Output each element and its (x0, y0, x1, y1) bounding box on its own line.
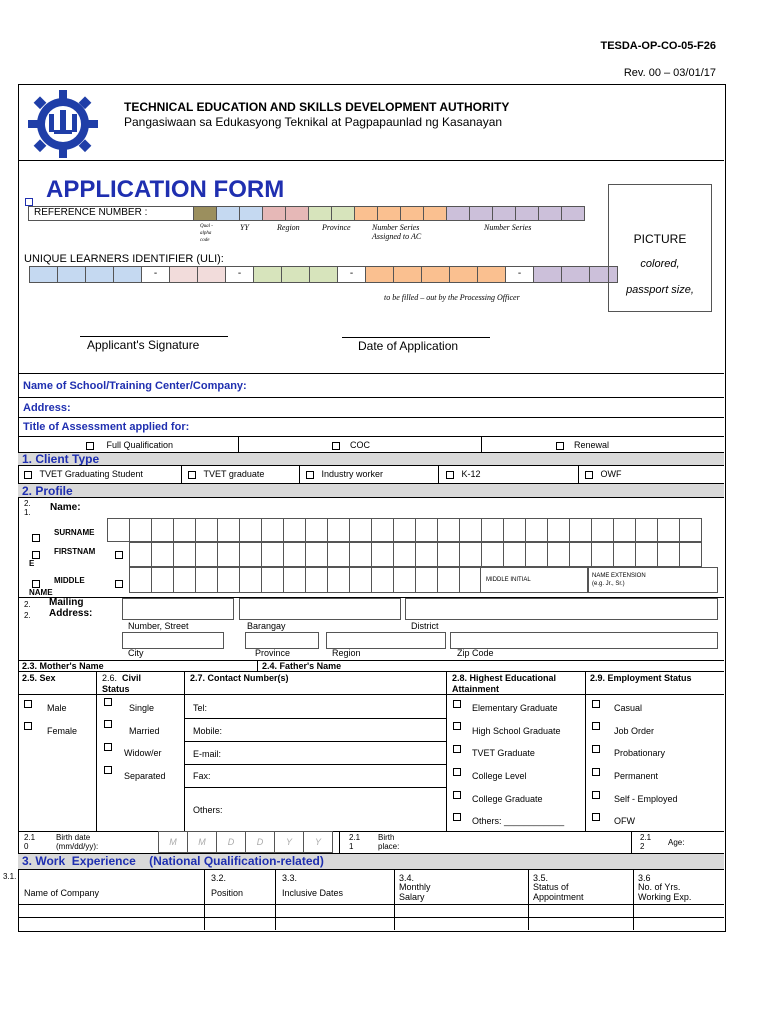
divider (438, 465, 439, 483)
profile-band (18, 483, 724, 497)
surname-cell[interactable] (349, 518, 372, 542)
work-col4-number: 3.4. (399, 873, 415, 883)
emp-self-employed-label: Self - Employed (614, 794, 678, 804)
reference-cell[interactable] (331, 206, 355, 221)
surname-cell[interactable] (261, 518, 284, 542)
date-line (342, 337, 490, 338)
opt-coc[interactable] (332, 440, 370, 450)
label: TVET graduate (203, 469, 265, 479)
client-industry-worker[interactable] (306, 469, 383, 479)
ref-seg-province: Province (322, 223, 351, 232)
name-number: 2. 1. (24, 499, 31, 517)
father-name-label: 2.4. Father's Name (262, 661, 342, 671)
tesda-gear-logo-icon (24, 88, 102, 165)
birthplace-number: 2.1 1 (349, 833, 361, 851)
firstname-cell[interactable] (591, 542, 614, 567)
middlename-cell[interactable] (239, 567, 262, 593)
emp-ofw-checkbox[interactable] (592, 813, 600, 821)
city-label: City (128, 648, 144, 658)
divider (184, 718, 446, 719)
surname-cell[interactable] (591, 518, 614, 542)
divider (181, 465, 182, 483)
reference-cell[interactable] (515, 206, 539, 221)
sex-male-label: Male (47, 703, 67, 713)
work-col-appointment: Status of Appointment (533, 882, 584, 902)
work-col3-number: 3.3. (282, 873, 298, 883)
signature-line (80, 336, 228, 337)
surname-cell[interactable] (569, 518, 592, 542)
fax-field[interactable]: Fax: (193, 771, 211, 781)
work-experience-title: 3. Work Experience (National Qualification-related) (22, 854, 324, 868)
surname-cell[interactable] (327, 518, 350, 542)
work-col-company: Name of Company (24, 888, 100, 898)
civil-number: 2.6. (102, 673, 118, 683)
processing-officer-note: to be filled – out by the Processing Officer (384, 293, 520, 302)
firstname-cell[interactable] (481, 542, 504, 567)
surname-cell[interactable] (503, 518, 526, 542)
reference-number-cells[interactable] (194, 206, 585, 221)
civil-status-title: Civil Status (102, 673, 142, 694)
assessment-label: Title of Assessment applied for: (23, 421, 190, 433)
label: K-12 (461, 469, 481, 479)
emp-permanent-label: Permanent (614, 771, 659, 781)
birthdate-cell[interactable]: D (216, 831, 246, 853)
name-extension-label: NAME EXTENSION (e.g. Jr., Sr.) (592, 573, 646, 587)
divider (631, 831, 632, 853)
emp-job-order-checkbox[interactable] (592, 722, 600, 730)
uli-cell[interactable]: - (141, 266, 170, 283)
uli-cell[interactable] (533, 266, 562, 283)
sex-female-label: Female (47, 726, 78, 736)
surname-cell[interactable] (107, 518, 130, 542)
divider (184, 764, 446, 765)
surname-cell[interactable] (217, 518, 240, 542)
divider (204, 869, 205, 930)
middlename-cell[interactable] (371, 567, 394, 593)
divider (18, 917, 724, 918)
edu-college-level-label: College Level (472, 771, 527, 781)
profile-title: 2. Profile (22, 484, 73, 498)
surname-label: SURNAME (54, 528, 95, 537)
emp-ofw-label: OFW (614, 816, 635, 826)
civil-widow-checkbox[interactable] (104, 743, 112, 751)
middlename-cell[interactable] (261, 567, 284, 593)
divider (257, 660, 258, 671)
birthplace-label: Birth place: (378, 833, 400, 851)
birthdate-cells[interactable] (159, 831, 333, 853)
firstname-cell[interactable] (371, 542, 394, 567)
edu-college-grad-checkbox[interactable] (453, 791, 461, 799)
divider (578, 465, 579, 483)
edu-college-level-checkbox[interactable] (453, 768, 461, 776)
firstname-cell[interactable] (327, 542, 350, 567)
reference-cell[interactable] (193, 206, 217, 221)
firstname-checkbox-2[interactable] (115, 546, 123, 564)
picture-colored: colored, (640, 258, 680, 270)
province-label: Province (255, 648, 291, 658)
label: OWF (600, 469, 622, 479)
work-col1-number: 3.1. (3, 872, 17, 881)
mother-name-label: 2.3. Mother's Name (22, 661, 104, 671)
surname-cell[interactable] (195, 518, 218, 542)
edu-college-grad-label: College Graduate (472, 794, 543, 804)
firstname-cell[interactable] (393, 542, 416, 567)
uli-cell[interactable] (393, 266, 422, 283)
employment-title: 2.9. Employment Status (590, 673, 692, 683)
birthdate-cell[interactable]: M (187, 831, 217, 853)
civil-separated-checkbox[interactable] (104, 766, 112, 774)
firstname-cell[interactable] (305, 542, 328, 567)
middlename-cell[interactable] (327, 567, 350, 593)
label: COC (350, 440, 371, 450)
civil-single-label: Single (129, 703, 155, 713)
reference-cell[interactable] (469, 206, 493, 221)
middlename-label: MIDDLE NAME (29, 576, 85, 597)
client-owf[interactable] (585, 469, 622, 479)
surname-cell[interactable] (657, 518, 680, 542)
firstname-cell[interactable] (547, 542, 570, 567)
reference-cell[interactable] (308, 206, 332, 221)
uli-cell[interactable] (281, 266, 310, 283)
middlename-cell[interactable] (437, 567, 460, 593)
client-type-band (18, 452, 724, 465)
picture-size: passport size, (626, 284, 694, 296)
uli-cell[interactable] (85, 266, 114, 283)
emp-probationary-checkbox[interactable] (592, 745, 600, 753)
firstname-cell[interactable] (217, 542, 240, 567)
reference-cell[interactable] (538, 206, 562, 221)
ref-seg-region: Region (277, 223, 300, 232)
street-input[interactable] (122, 598, 234, 620)
divider (18, 483, 724, 484)
edu-others-checkbox[interactable] (453, 813, 461, 821)
others-contact-field[interactable]: Others: (193, 805, 223, 815)
firstname-cell[interactable] (635, 542, 658, 567)
birthdate-label: Birth date (mm/dd/yy): (56, 833, 99, 851)
middlename-cell[interactable] (305, 567, 328, 593)
school-label: Name of School/Training Center/Company: (23, 380, 247, 392)
surname-cell[interactable] (129, 518, 152, 542)
age-label: Age: (668, 838, 685, 847)
middlename-cell[interactable] (459, 567, 482, 593)
divider (18, 373, 724, 374)
reference-cell[interactable] (262, 206, 286, 221)
middlename-cell[interactable] (151, 567, 174, 593)
uli-cell[interactable] (57, 266, 86, 283)
barangay-label: Barangay (247, 621, 286, 631)
birthdate-cell[interactable]: D (245, 831, 275, 853)
divider (18, 465, 724, 466)
civil-single-checkbox[interactable] (104, 698, 112, 706)
province-input[interactable] (245, 632, 319, 649)
form-title: APPLICATION FORM (46, 176, 285, 203)
birthdate-number: 2.1 0 (24, 833, 36, 851)
divider (446, 671, 447, 831)
divider (18, 660, 724, 661)
district-input[interactable] (405, 598, 718, 620)
divider (96, 671, 97, 831)
edu-tvet-checkbox[interactable] (453, 745, 461, 753)
work-col-salary: Monthly Salary (399, 882, 431, 902)
divider (18, 904, 724, 905)
reference-number-label: REFERENCE NUMBER : (34, 207, 148, 218)
divider (18, 452, 724, 453)
reference-cell[interactable] (423, 206, 447, 221)
uli-cell[interactable] (169, 266, 198, 283)
age-number: 2.1 2 (640, 833, 652, 851)
edu-tvet-label: TVET Graduate (472, 748, 535, 758)
reference-cell[interactable] (354, 206, 378, 221)
street-label: Number, Street (128, 621, 189, 631)
divider (18, 869, 724, 870)
edu-elementary-label: Elementary Graduate (472, 703, 558, 713)
firstname-cell[interactable] (261, 542, 284, 567)
mailing-label: Mailing Address: (49, 597, 93, 619)
firstname-cell[interactable] (173, 542, 196, 567)
sex-female-checkbox[interactable] (24, 722, 32, 730)
revision-date: Rev. 00 – 03/01/17 (623, 67, 716, 79)
surname-cell[interactable] (437, 518, 460, 542)
surname-cell[interactable] (547, 518, 570, 542)
city-input[interactable] (122, 632, 224, 649)
edu-highschool-label: High School Graduate (472, 726, 561, 736)
region-input[interactable] (326, 632, 446, 649)
work-col-years: No. of Yrs. Working Exp. (638, 882, 692, 902)
uli-cell[interactable] (561, 266, 590, 283)
client-type-title: 1. Client Type (22, 452, 100, 466)
surname-cell[interactable] (393, 518, 416, 542)
surname-cell[interactable] (305, 518, 328, 542)
divider (18, 436, 724, 437)
firstname-cell[interactable] (195, 542, 218, 567)
uli-cell[interactable] (477, 266, 506, 283)
edu-highschool-checkbox[interactable] (453, 722, 461, 730)
uli-cell[interactable]: - (337, 266, 366, 283)
firstname-cell[interactable] (525, 542, 548, 567)
document-code: TESDA-OP-CO-05-F26 (600, 40, 716, 52)
firstname-label: FIRSTNAM E (29, 547, 96, 568)
region-label: Region (332, 648, 361, 658)
firstname-cell[interactable] (613, 542, 636, 567)
divider (18, 160, 724, 161)
firstname-cell[interactable] (437, 542, 460, 567)
surname-cell[interactable] (481, 518, 504, 542)
work-col2-number: 3.2. (211, 873, 227, 883)
ref-seg-series: Number Series (484, 223, 532, 232)
middlename-cell[interactable] (129, 567, 152, 593)
firstname-cell[interactable] (503, 542, 526, 567)
divider (275, 869, 276, 930)
divider (528, 869, 529, 930)
edu-others-label: Others: ____________ (472, 816, 565, 826)
emp-job-order-label: Job Order (614, 726, 655, 736)
emp-permanent-checkbox[interactable] (592, 768, 600, 776)
surname-cell[interactable] (151, 518, 174, 542)
reference-cell[interactable] (377, 206, 401, 221)
firstname-cells[interactable] (130, 542, 702, 567)
firstname-cell[interactable] (151, 542, 174, 567)
uli-cell[interactable] (113, 266, 142, 283)
edu-elementary-checkbox[interactable] (453, 700, 461, 708)
zip-input[interactable] (450, 632, 718, 649)
surname-cell[interactable] (415, 518, 438, 542)
divider (18, 671, 724, 672)
surname-cell[interactable] (371, 518, 394, 542)
reference-cell[interactable] (446, 206, 470, 221)
firstname-cell[interactable] (657, 542, 680, 567)
divider (184, 671, 185, 831)
reference-cell[interactable] (492, 206, 516, 221)
middlename-cells[interactable] (130, 567, 482, 593)
firstname-cell[interactable] (129, 542, 152, 567)
uli-cell[interactable] (421, 266, 450, 283)
sex-title: 2.5. Sex (22, 673, 56, 683)
reference-cell[interactable] (561, 206, 585, 221)
divider (18, 417, 724, 418)
uli-cell[interactable] (29, 266, 58, 283)
divider (238, 436, 239, 452)
label: Industry worker (321, 469, 384, 479)
uli-label: UNIQUE LEARNERS IDENTIFIER (ULI): (24, 253, 224, 265)
surname-cell[interactable] (173, 518, 196, 542)
ref-seg-qual: Qual - alpha code (200, 224, 213, 243)
civil-separated-label: Separated (124, 771, 166, 781)
uli-cells[interactable] (30, 266, 618, 283)
firstname-cell[interactable] (239, 542, 262, 567)
divider (184, 787, 446, 788)
uli-cell[interactable] (309, 266, 338, 283)
birthdate-cell[interactable]: M (158, 831, 188, 853)
education-title: 2.8. Highest Educational Attainment (452, 673, 557, 694)
civil-widow-label: Widow/er (124, 748, 162, 758)
opt-full-qualification[interactable] (86, 440, 173, 450)
ref-seg-ac-series: Number Series Assigned to AC (372, 223, 422, 241)
label: Renewal (574, 440, 610, 450)
divider (18, 831, 724, 832)
middlename-cell[interactable] (283, 567, 306, 593)
divider (18, 497, 724, 498)
org-name-filipino: Pangasiwaan sa Edukasyong Teknikal at Pagpapaunlad ng Kasanayan (124, 115, 503, 129)
client-tvet-graduating[interactable] (24, 469, 143, 479)
uli-cell[interactable] (365, 266, 394, 283)
uli-cell[interactable] (197, 266, 226, 283)
uli-cell[interactable]: - (505, 266, 534, 283)
picture-title: PICTURE (633, 232, 687, 246)
middlename-cell[interactable] (217, 567, 240, 593)
uli-cell[interactable] (449, 266, 478, 283)
surname-cell[interactable] (613, 518, 636, 542)
firstname-cell[interactable] (459, 542, 482, 567)
sex-male-checkbox[interactable] (24, 700, 32, 708)
email-field[interactable]: E-mail: (193, 749, 222, 759)
uli-cell[interactable]: - (225, 266, 254, 283)
middlename-cell[interactable] (415, 567, 438, 593)
surname-checkbox[interactable] (32, 529, 40, 547)
middle-initial-label: MIDDLE INITIAL (486, 577, 531, 583)
firstname-cell[interactable] (349, 542, 372, 567)
birthdate-cell[interactable]: Y (303, 831, 333, 853)
divider (585, 671, 586, 831)
reference-cell[interactable] (400, 206, 424, 221)
emp-casual-label: Casual (614, 703, 643, 713)
work-col-dates: Inclusive Dates (282, 888, 344, 898)
address-label: Address: (23, 402, 71, 414)
middlename-checkbox-2[interactable] (115, 575, 123, 593)
emp-self-employed-checkbox[interactable] (592, 791, 600, 799)
work-col5-number: 3.5. (533, 873, 549, 883)
uli-cell[interactable] (253, 266, 282, 283)
name-label: Name: (50, 502, 81, 513)
divider (18, 397, 724, 398)
mobile-field[interactable]: Mobile: (193, 726, 223, 736)
divider (339, 831, 340, 853)
surname-cell[interactable] (459, 518, 482, 542)
divider (481, 436, 482, 452)
middlename-cell[interactable] (195, 567, 218, 593)
emp-probationary-label: Probationary (614, 748, 666, 758)
surname-cell[interactable] (635, 518, 658, 542)
work-col6-number: 3.6 (638, 873, 651, 883)
client-k12[interactable] (446, 469, 481, 479)
org-name: TECHNICAL EDUCATION AND SKILLS DEVELOPMENT AUTHORITY (124, 100, 510, 114)
reference-cell[interactable] (216, 206, 240, 221)
reference-cell[interactable] (285, 206, 309, 221)
surname-cell[interactable] (679, 518, 702, 542)
ref-seg-yy: YY (240, 223, 249, 232)
firstname-cell[interactable] (569, 542, 592, 567)
surname-cell[interactable] (283, 518, 306, 542)
firstname-cell[interactable] (679, 542, 702, 567)
middlename-cell[interactable] (173, 567, 196, 593)
birthdate-cell[interactable]: Y (274, 831, 304, 853)
reference-cell[interactable] (239, 206, 263, 221)
divider (394, 869, 395, 930)
divider (633, 869, 634, 930)
label: Full Qualification (106, 440, 174, 450)
firstname-cell[interactable] (415, 542, 438, 567)
tel-field[interactable]: Tel: (193, 703, 208, 713)
label: TVET Graduating Student (39, 469, 143, 479)
divider (299, 465, 300, 483)
work-col-position: Position (211, 888, 244, 898)
district-label: District (411, 621, 439, 631)
client-tvet-graduate[interactable] (188, 469, 264, 479)
barangay-input[interactable] (239, 598, 401, 620)
civil-married-label: Married (129, 726, 160, 736)
opt-renewal[interactable] (556, 440, 609, 450)
middlename-cell[interactable] (393, 567, 416, 593)
divider (184, 741, 446, 742)
mailing-number: 2. 2. (24, 600, 31, 620)
middlename-cell[interactable] (349, 567, 372, 593)
zip-code-label: Zip Code (457, 648, 494, 658)
applicant-signature-label: Applicant's Signature (87, 338, 200, 352)
civil-married-checkbox[interactable] (104, 720, 112, 728)
firstname-cell[interactable] (283, 542, 306, 567)
surname-cells[interactable] (108, 518, 702, 542)
contact-title: 2.7. Contact Number(s) (190, 673, 289, 683)
surname-cell[interactable] (239, 518, 262, 542)
surname-cell[interactable] (525, 518, 548, 542)
date-of-application-label: Date of Application (358, 339, 459, 353)
emp-casual-checkbox[interactable] (592, 700, 600, 708)
